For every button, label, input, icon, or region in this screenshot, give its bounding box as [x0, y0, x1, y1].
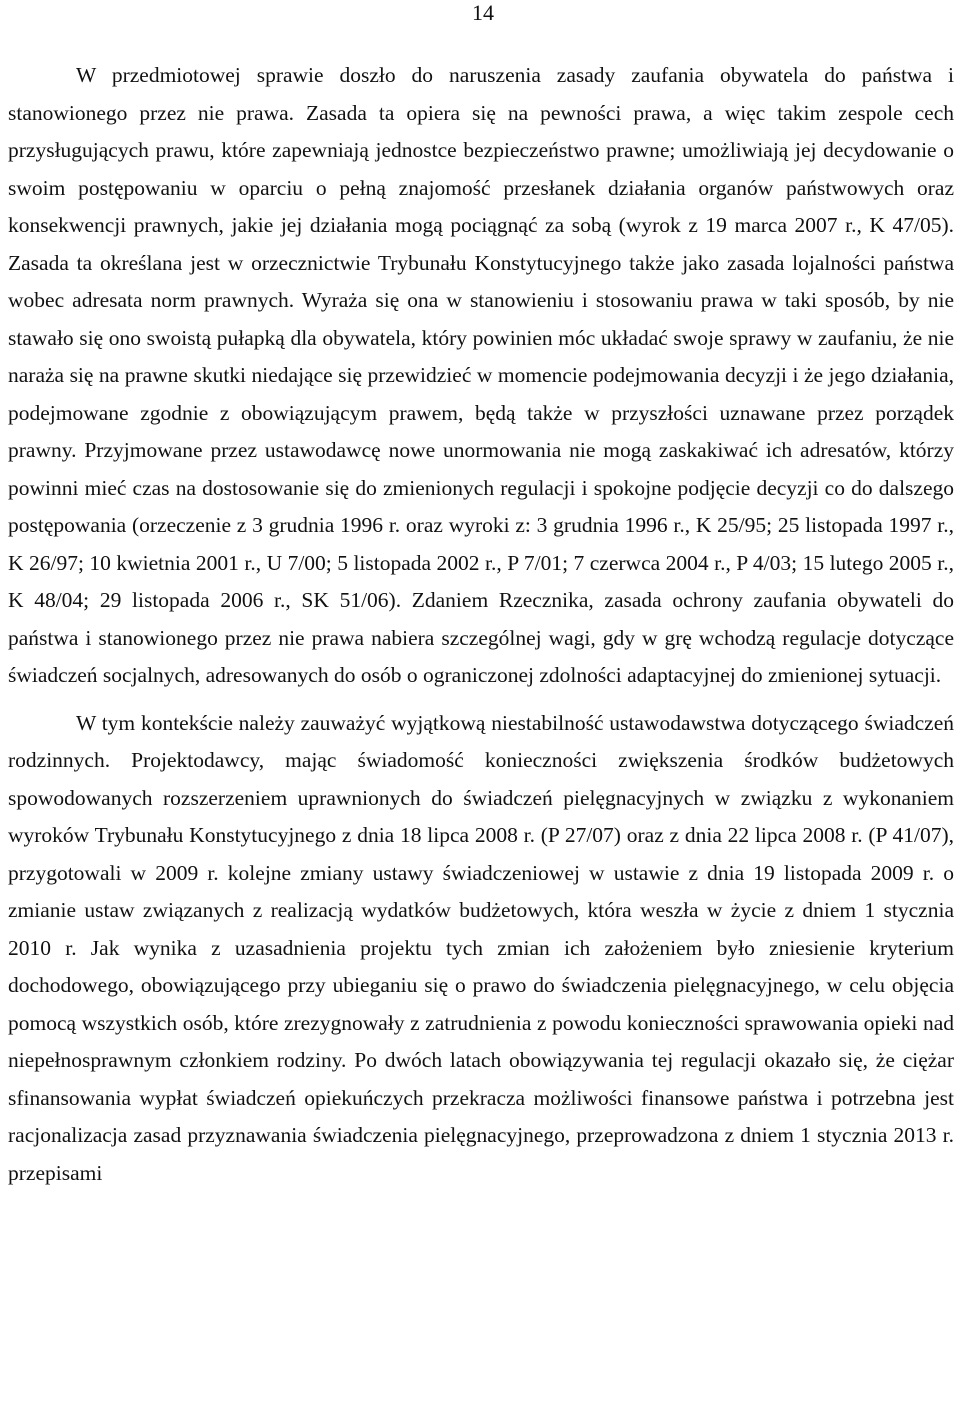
document-body	[8, 57, 954, 1192]
paragraph-1: W przedmiotowej sprawie doszło do naruszenia zasady zaufania obywatela do państwa i stanowionego przez nie prawa. Zasada ta opiera się na pewności prawa, a więc takim zespole cech przysługujących prawu, które zapewniają jednostce bezpieczeństwo prawne; umożliwiają jej decydowanie o swoim postępowaniu w oparciu o pełną znajomość przesłanek działania organów państwowych oraz konsekwencji prawnych, jakie jej działania mogą pociągnąć za sobą (wyrok z 19 marca 2007 r., K 47/05). Zasada ta określana jest w orzecznictwie Trybunału Konstytucyjnego także jako zasada lojalności państwa wobec adresata norm prawnych. Wyraża się ona w stanowieniu i stosowaniu prawa w taki sposób, by nie stawało się ono swoistą pułapką dla obywatela, który powinien móc układać swoje sprawy w zaufaniu, że nie naraża się na prawne skutki niedające się przewidzieć w momencie podejmowania decyzji i że jego działania, podejmowane zgodnie z obowiązującym prawem, będą także w przyszłości uznawane przez porządek prawny. Przyjmowane przez ustawodawcę nowe unormowania nie mogą zaskakiwać ich adresatów, którzy powinni mieć czas na dostosowanie się do zmienionych regulacji i spokojne podjęcie decyzji co do dalszego postępowania (orzeczenie z 3 grudnia 1996 r. oraz wyroki z: 3 grudnia 1996 r., K 25/95; 25 listopada 1997 r., K 26/97; 10 kwietnia 2001 r., U 7/00; 5 listopada 2002 r., P 7/01; 7 czerwca 2004 r., P 4/03; 15 lutego 2005 r., K 48/04; 29 listopada 2006 r., SK 51/06). Zdaniem Rzecznika, zasada ochrony zaufania obywateli do państwa i stanowionego przez nie prawa nabiera szczególnej wagi, gdy w grę wchodzą regulacje dotyczące świadczeń socjalnych, adresowanych do osób o ograniczonej zdolności adaptacyjnej do zmienionej sytuacji.	[8, 63, 954, 687]
paragraph-2: W tym kontekście należy zauważyć wyjątkową niestabilność ustawodawstwa dotyczącego świadczeń rodzinnych. Projektodawcy, mając świadomość konieczności zwiększenia środków budżetowych spowodowanych rozszerzeniem uprawnionych do świadczeń pielęgnacyjnych w związku z wykonaniem wyroków Trybunału Konstytucyjnego z dnia 18 lipca 2008 r. (P 27/07) oraz z dnia 22 lipca 2008 r. (P 41/07), przygotowali w 2009 r. kolejne zmiany ustawy świadczeniowej w ustawie z dnia 19 listopada 2009 r. o zmianie ustaw związanych z realizacją wydatków budżetowych, która weszła w życie z dniem 1 stycznia 2010 r. Jak wynika z uzasadnienia projektu tych zmian ich założeniem było zniesienie kryterium dochodowego, obowiązującego przy ubieganiu się o prawo do świadczenia pielęgnacyjnego, w celu objęcia pomocą wszystkich osób, które zrezygnowały z zatrudnienia z powodu konieczności sprawowania opieki nad niepełnosprawnym członkiem rodziny. Po dwóch latach obowiązywania tej regulacji okazało się, że ciężar sfinansowania wypłat świadczeń opiekuńczych przekracza możliwości finansowe państwa i potrzebna jest racjonalizacja zasad przyznawania świadczenia pielęgnacyjnego, przeprowadzona z dniem 1 stycznia 2013 r. przepisami	[8, 710, 954, 1185]
page-number: 14	[472, 0, 494, 25]
